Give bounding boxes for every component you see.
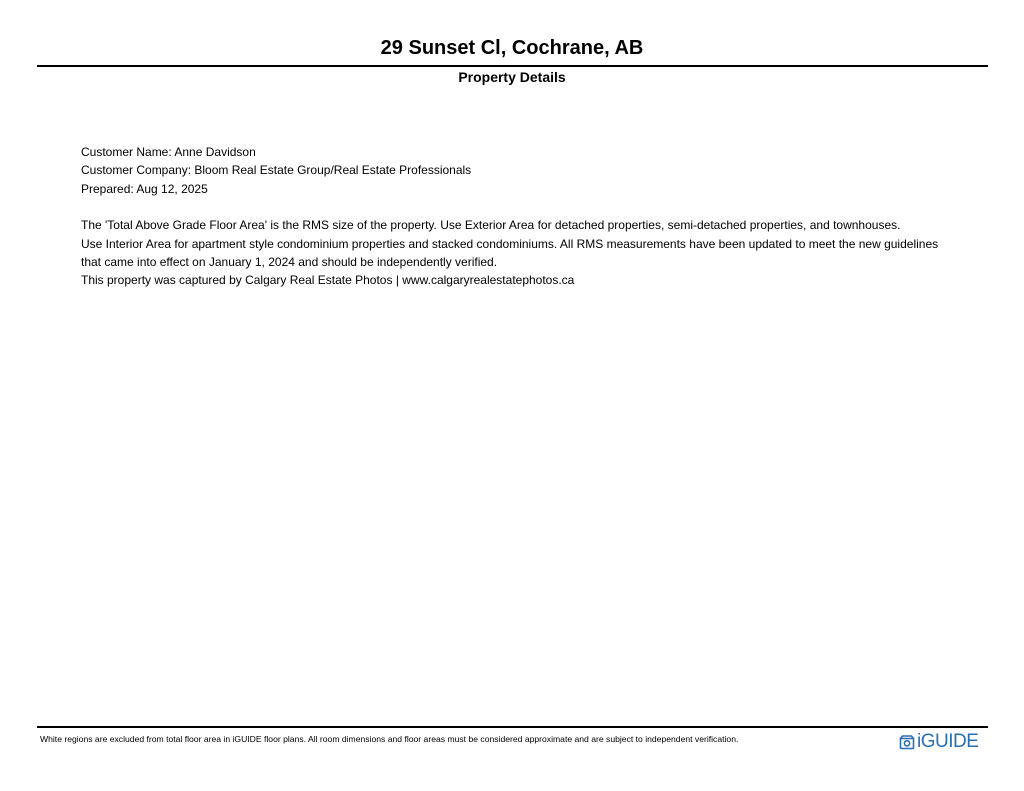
customer-name: Customer Name: Anne Davidson: [81, 145, 256, 159]
prepared-date: Prepared: Aug 12, 2025: [81, 181, 208, 196]
header-divider: [37, 65, 988, 67]
iguide-camera-icon: [899, 734, 915, 750]
details-spacer: [81, 198, 941, 217]
note-line: Use Interior Area for apartment style condominium properties and stacked condominiums. All RMS measurements have been updated to meet the new guidelines: [81, 236, 939, 251]
iguide-wordmark: iGUIDE: [917, 731, 979, 752]
property-details: [81, 143, 941, 290]
customer-company: Customer Company: Bloom Real Estate Group/Real Estate Professionals: [81, 163, 472, 178]
note-line: The 'Total Above Grade Floor Area' is the RMS size of the property. Use Exterior Area for detached properties, semi-detached properties, and townhouses.: [81, 218, 901, 233]
capture-credit: This property was captured by Calgary Real Estate Photos | www.calgaryrealestatephotos.ca: [81, 273, 575, 288]
page-title: 29 Sunset Cl, Cochrane, AB: [380, 37, 644, 59]
footer-divider: [37, 726, 988, 728]
note-line: that came into effect on January 1, 2024 and should be independently verified.: [81, 254, 498, 269]
footer-disclaimer: White regions are excluded from total floor area in iGUIDE floor plans. All room dimensions and floor areas must be considered approximate and are subject to independent verification.: [40, 734, 739, 744]
page-subtitle: Property Details: [458, 69, 566, 85]
iguide-logo: [899, 731, 978, 753]
